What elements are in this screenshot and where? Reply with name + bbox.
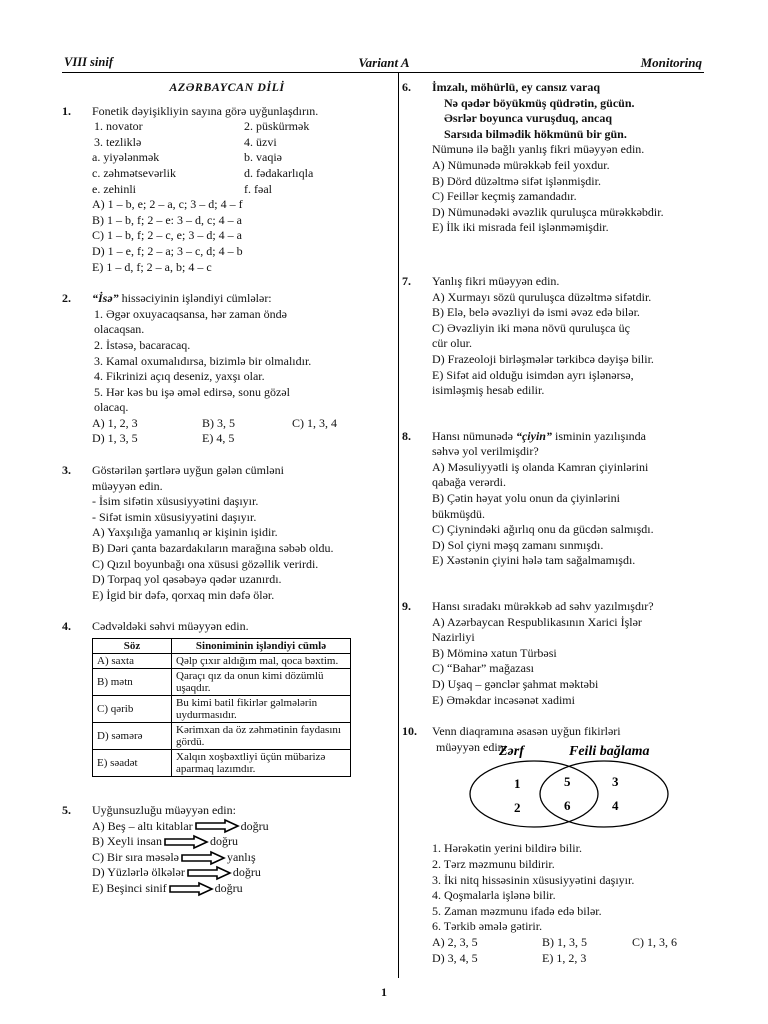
venn-number: 5 bbox=[564, 774, 571, 790]
venn-number: 6 bbox=[564, 798, 571, 814]
list-item: c. zəhmətsevərlik bbox=[92, 165, 176, 180]
answer-option-c[interactable]: C) Qızıl boyunbağı ona xüsusi gözəllik verirdi. bbox=[92, 556, 319, 571]
answer-option-c[interactable] bbox=[92, 850, 392, 866]
venn-number: 3 bbox=[612, 774, 619, 790]
question-number: 8. bbox=[402, 428, 411, 443]
column-header-sentence: Sinoniminin işləndiyi cümlə bbox=[172, 639, 351, 654]
answer-option-c[interactable]: C) 1 – b, f; 2 – c, e; 3 – d; 4 – a bbox=[92, 228, 242, 243]
answer-option-c[interactable]: C) 1, 3, 6 bbox=[632, 934, 677, 949]
venn-left-label: Zərf bbox=[499, 744, 524, 760]
answer-option-c[interactable]: C) Feillər keçmiş zamandadır. bbox=[432, 189, 577, 204]
question-text-part: Hansı nümunədə bbox=[432, 428, 516, 443]
question-text bbox=[92, 291, 392, 307]
answer-option-d[interactable]: D) Frazeoloji birləşmələr tərkibcə dəyişə bilir. bbox=[432, 351, 654, 366]
venn-right-label: Feili bağlama bbox=[569, 744, 650, 760]
highlighted-word: “çiyin” bbox=[515, 428, 552, 443]
match-left-text: A) Beş – altı kitablar bbox=[92, 818, 193, 833]
question-number: 9. bbox=[402, 599, 411, 614]
question-text: Göstərilən şərtlərə uyğun gələn cümləni bbox=[92, 463, 284, 478]
answer-option-b[interactable]: B) Çətin həyat yolu onun da çiyinlərini bbox=[432, 491, 620, 506]
statement-item: 5. Zaman məzmunu ifadə edə bilər. bbox=[432, 903, 602, 918]
right-arrow-icon bbox=[181, 851, 225, 865]
table-row[interactable] bbox=[93, 669, 351, 696]
answer-option-a[interactable]: A) Nümunədə mürəkkəb feil yoxdur. bbox=[432, 157, 610, 172]
answer-choices bbox=[92, 416, 392, 447]
header-divider bbox=[62, 72, 704, 73]
table-cell-word: A) saxta bbox=[93, 654, 172, 669]
column-header-word: Söz bbox=[93, 639, 172, 654]
answer-option-e[interactable]: E) Əməkdar incəsənət xadimi bbox=[432, 692, 575, 707]
question-text: Uyğunsuzluğu müəyyən edin: bbox=[92, 803, 236, 817]
answer-option-d[interactable] bbox=[92, 865, 392, 881]
match-right-text: doğru bbox=[240, 818, 269, 833]
question-1 bbox=[62, 104, 392, 276]
list-item: 2. püskürmək bbox=[244, 119, 310, 134]
table-cell-sentence: Xalqın xoşbəxtliyi üçün mübarizə aparmaq lazımdır. bbox=[172, 750, 351, 777]
question-number: 6. bbox=[402, 80, 411, 94]
question-10 bbox=[402, 724, 702, 966]
table-row[interactable] bbox=[93, 654, 351, 669]
list-item: d. fədakarlıqla bbox=[244, 165, 314, 180]
answer-option-b[interactable]: B) 3, 5 bbox=[202, 415, 235, 430]
question-number: 4. bbox=[62, 619, 71, 634]
answer-option-e[interactable]: E) 1, 2, 3 bbox=[542, 950, 587, 965]
answer-option-c[interactable]: C) 1, 3, 4 bbox=[292, 415, 337, 430]
list-item: b. vaqiə bbox=[244, 150, 282, 165]
match-right-text: doğru bbox=[210, 834, 238, 849]
venn-number: 4 bbox=[612, 798, 619, 814]
question-6 bbox=[402, 80, 702, 236]
list-item: 3. tezliklə bbox=[94, 134, 142, 149]
list-item: 3. Kamal oxumalıdırsa, bizimlə bir olmalıdır. bbox=[94, 353, 312, 368]
list-item: 2. İstəsə, bacaracaq. bbox=[94, 337, 191, 352]
match-right-text: yanlış bbox=[226, 849, 256, 864]
list-item: e. zehinli bbox=[92, 181, 136, 196]
answer-option-c[interactable]: C) Çiynindəki ağırlıq onu da gücdən salmışdı. bbox=[432, 522, 654, 537]
question-text-rest: hissəciyinin işləndiyi cümlələr: bbox=[118, 291, 272, 306]
question-number: 3. bbox=[62, 463, 71, 478]
answer-option-a[interactable]: A) Məsuliyyətli iş olanda Kamran çiyinlərini bbox=[432, 459, 649, 474]
answer-option-b[interactable] bbox=[92, 834, 392, 850]
question-text: Fonetik dəyişikliyin sayına görə uyğunlaşdırın. bbox=[92, 103, 319, 118]
subject-title: AZƏRBAYCAN DİLİ bbox=[169, 80, 285, 94]
list-item: olacaq. bbox=[94, 400, 129, 415]
answer-option-b[interactable]: B) 1 – b, f; 2 – e: 3 – d, c; 4 – a bbox=[92, 212, 242, 227]
poem-line: Əsrlər boyunca vuruşduq, ancaq bbox=[444, 111, 613, 126]
answer-option-e[interactable]: E) İlk iki misrada feil işlənməmişdir. bbox=[432, 220, 609, 235]
venn-number: 1 bbox=[514, 776, 521, 792]
answer-option-a[interactable]: A) 1 – b, e; 2 – a, c; 3 – d; 4 – f bbox=[92, 197, 243, 212]
question-text-part: isminin yazılışında bbox=[551, 428, 646, 443]
answer-option-a[interactable]: A) 2, 3, 5 bbox=[432, 934, 478, 949]
answer-option-c[interactable]: C) Əvəzliyin iki məna növü quruluşca üç bbox=[432, 320, 630, 335]
venn-number: 2 bbox=[514, 800, 521, 816]
answer-option-d[interactable]: D) Nümunədəki əvəzlik quruluşca mürəkkəbdir. bbox=[432, 204, 664, 219]
answer-option-e[interactable]: E) 4, 5 bbox=[202, 431, 235, 446]
statement-item: 6. Tərkib əmələ gətirir. bbox=[432, 919, 543, 934]
question-number: 1. bbox=[62, 103, 71, 118]
answer-option-e-cont: isimləşmiş hesab edilir. bbox=[432, 383, 545, 398]
question-2 bbox=[62, 291, 392, 447]
table-cell-word: C) qərib bbox=[93, 696, 172, 723]
answer-option-d[interactable]: D) 1 – e, f; 2 – a; 3 – c, d; 4 – b bbox=[92, 243, 243, 258]
question-text: müəyyən edin: bbox=[436, 739, 507, 754]
match-left-text: C) Bir sıra məsələ bbox=[92, 849, 179, 864]
table-row[interactable] bbox=[93, 696, 351, 723]
statement-item: 2. Tərz məzmunu bildirir. bbox=[432, 856, 555, 871]
statement-item: 1. Hərəkətin yerini bildirə bilir. bbox=[432, 841, 582, 856]
list-item: 5. Hər kəs bu işə əməl edirsə, sonu gözəl bbox=[94, 384, 290, 399]
table-cell-sentence: Qəlp çıxır aldığım mal, qoca bəxtim. bbox=[172, 654, 351, 669]
answer-option-a[interactable]: A) 1, 2, 3 bbox=[92, 415, 138, 430]
answer-option-b[interactable]: B) 1, 3, 5 bbox=[542, 934, 587, 949]
venn-diagram bbox=[469, 744, 669, 831]
answer-option-e[interactable]: E) Sifət aid olduğu isimdən ayrı işlənərsə, bbox=[432, 367, 634, 382]
right-arrow-icon bbox=[195, 819, 239, 833]
synonym-table bbox=[92, 638, 351, 777]
answer-option-a-cont: Nazirliyi bbox=[432, 630, 475, 645]
answer-option-a[interactable] bbox=[92, 819, 392, 835]
column-divider bbox=[398, 73, 399, 978]
answer-option-a[interactable]: A) Yaxşılığa yamanlıq ər kişinin işidir. bbox=[92, 525, 278, 540]
right-arrow-icon bbox=[169, 882, 213, 896]
answer-option-e[interactable]: E) Xəstənin çiyini hələ tam sağalmamışdı. bbox=[432, 553, 636, 568]
answer-option-c-cont: cür olur. bbox=[432, 336, 472, 351]
answer-option-b[interactable]: B) Elə, belə əvəzliyi də ismi əvəz edə bilər. bbox=[432, 305, 640, 320]
poem-line: Nə qədər böyükmüş qüdrətin, gücün. bbox=[444, 95, 635, 110]
list-item: 1. Əgər oxuyacaqsansa, hər zaman öndə bbox=[94, 306, 287, 321]
word-list bbox=[92, 119, 392, 197]
answer-option-b[interactable]: B) Dörd düzəltmə sifət işlənmişdir. bbox=[432, 173, 601, 188]
question-8 bbox=[402, 429, 702, 569]
question-number: 2. bbox=[62, 291, 71, 306]
question-4 bbox=[62, 619, 392, 777]
table-cell-word: E) səadət bbox=[93, 750, 172, 777]
poem-line: Sarsıda bilmədik hökmünü bir gün. bbox=[444, 126, 627, 141]
answer-option-d[interactable]: D) 1, 3, 5 bbox=[92, 431, 138, 446]
answer-option-b[interactable]: B) Dəri çanta bazardakıların marağına səbəb oldu. bbox=[92, 541, 334, 556]
question-text: Yanlış fikri müəyyən edin. bbox=[432, 273, 560, 288]
question-number: 5. bbox=[62, 803, 71, 817]
condition-line: - İsim sifətin xüsusiyyətini daşıyır. bbox=[92, 494, 259, 509]
question-text bbox=[432, 429, 702, 445]
table-cell-word: D) səmərə bbox=[93, 723, 172, 750]
venn-right-circle bbox=[540, 761, 668, 827]
right-arrow-icon bbox=[164, 835, 208, 849]
answer-option-d[interactable]: D) Torpaq yol qəsəbəyə qədər uzanırdı. bbox=[92, 572, 282, 587]
condition-line: - Sifət ismin xüsusiyyətini daşıyır. bbox=[92, 509, 257, 524]
table-row[interactable] bbox=[93, 723, 351, 750]
question-text: səhvə yol verilmişdir? bbox=[432, 444, 539, 459]
match-right-text: doğru bbox=[232, 865, 261, 880]
table-header-row bbox=[93, 639, 351, 654]
venn-left-circle bbox=[470, 761, 598, 827]
table-cell-sentence: Kərimxan da öz zəhmətinin faydasını gördü. bbox=[172, 723, 351, 750]
question-5 bbox=[62, 803, 392, 897]
answer-option-d[interactable]: D) 3, 4, 5 bbox=[432, 950, 478, 965]
highlighted-word: “İsə” bbox=[92, 291, 119, 306]
question-number: 10. bbox=[402, 724, 417, 739]
list-item: a. yiyələnmək bbox=[92, 150, 160, 165]
question-text: Venn diaqramına əsasən uyğun fikirləri bbox=[432, 724, 621, 739]
question-text: Hansı sıradakı mürəkkəb ad səhv yazılmışdır? bbox=[432, 599, 654, 614]
question-text: Cədvəldəki səhvi müəyyən edin. bbox=[92, 619, 249, 634]
answer-option-a[interactable]: A) Azərbaycan Respublikasının Xarici İşlər bbox=[432, 614, 642, 629]
right-arrow-icon bbox=[187, 866, 231, 880]
list-item: 4. Fikrinizi açıq deseniz, yaxşı olar. bbox=[94, 369, 265, 384]
answer-option-a-cont: qabağa verərdi. bbox=[432, 475, 506, 490]
question-text: Nümunə ilə bağlı yanlış fikri müəyyən edin. bbox=[432, 142, 645, 157]
question-9 bbox=[402, 599, 702, 708]
answer-option-d[interactable]: D) Sol çiyni məşq zamanı sınmışdı. bbox=[432, 537, 604, 552]
answer-option-d[interactable]: D) Uşaq – gənclər şahmat məktəbi bbox=[432, 677, 599, 691]
exam-type-label: Monitorinq bbox=[640, 55, 702, 70]
left-column bbox=[62, 80, 392, 897]
statement-item: 4. Qoşmalarla işlənə bilir. bbox=[432, 888, 556, 903]
table-row[interactable] bbox=[93, 750, 351, 777]
table-cell-sentence: Qaraçı qız da onun kimi dözümlü uşaqdır. bbox=[172, 669, 351, 696]
question-text: müəyyən edin. bbox=[92, 478, 163, 493]
answer-option-b-cont: bükmüşdü. bbox=[432, 506, 486, 521]
list-item: 1. novator bbox=[94, 119, 143, 134]
statement-item: 3. İki nitq hissəsinin xüsusiyyətini daşıyır. bbox=[432, 872, 635, 887]
question-7 bbox=[402, 274, 702, 399]
table-cell-sentence: Bu kimi batil fikirlər gəlmələrin uydurmasıdır. bbox=[172, 696, 351, 723]
match-left-text: E) Beşinci sinif bbox=[92, 880, 167, 895]
answer-option-e[interactable]: E) İgid bir dəfə, qorxaq min dəfə ölər. bbox=[92, 587, 275, 602]
grade-label: VIII sinif bbox=[64, 55, 113, 69]
question-3 bbox=[62, 463, 392, 603]
list-item: 4. üzvi bbox=[244, 134, 277, 149]
match-right-text: doğru bbox=[214, 880, 243, 895]
right-column bbox=[402, 80, 702, 966]
list-item: f. fəal bbox=[244, 181, 272, 196]
question-number: 7. bbox=[402, 273, 411, 288]
answer-option-c[interactable]: C) “Bahar” mağazası bbox=[432, 661, 534, 676]
answer-option-b[interactable]: B) Möminə xatun Türbəsi bbox=[432, 645, 557, 660]
page-number: 1 bbox=[381, 985, 387, 999]
poem-line: İmzalı, möhürlü, ey cansız varaq bbox=[432, 80, 600, 94]
list-item: olacaqsan. bbox=[94, 322, 145, 337]
match-left-text: D) Yüzlərlə ölkələr bbox=[92, 865, 185, 880]
variant-label: Variant A bbox=[358, 55, 410, 70]
answer-option-e[interactable]: E) 1 – d, f; 2 – a, b; 4 – c bbox=[92, 259, 212, 274]
answer-option-e[interactable] bbox=[92, 881, 392, 897]
match-left-text: B) Xeyli insan bbox=[92, 834, 162, 849]
answer-choices bbox=[432, 935, 702, 966]
table-cell-word: B) mətn bbox=[93, 669, 172, 696]
answer-option-a[interactable]: A) Xurmayı sözü quruluşca düzəltmə sifətdir. bbox=[432, 289, 652, 304]
